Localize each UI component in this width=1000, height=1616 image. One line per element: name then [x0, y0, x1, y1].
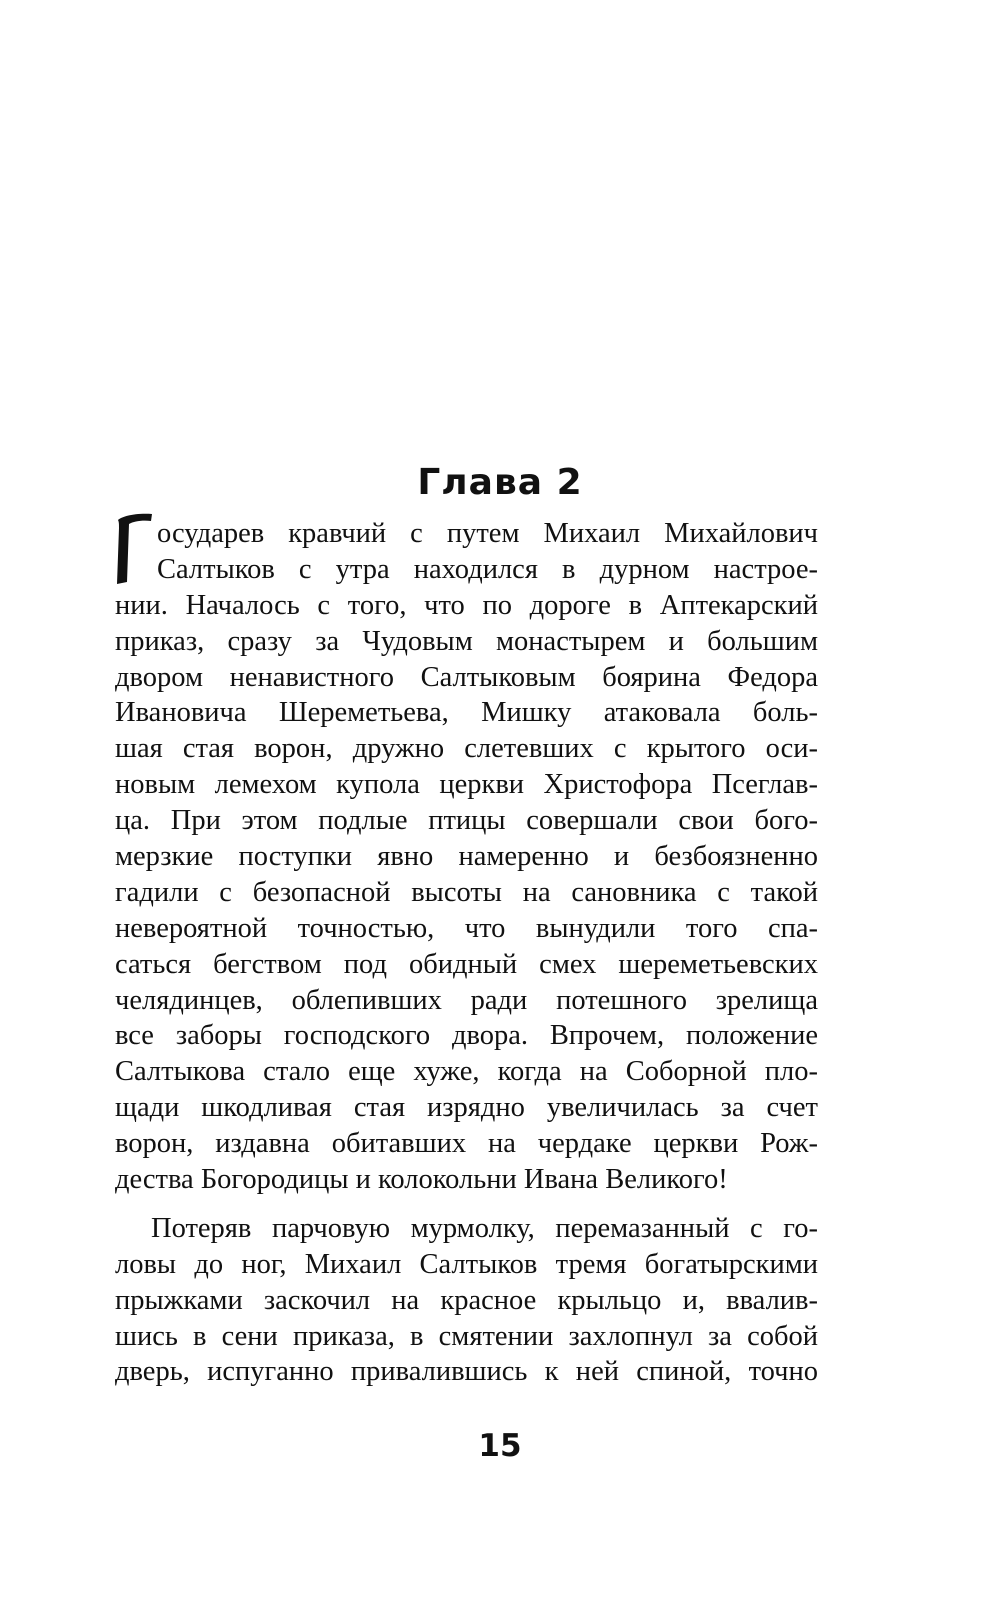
- text-line: шись в сени приказа, в смятении захлопнул за собой: [115, 1320, 818, 1352]
- text-line: челядинцев, облепивших ради потешного зрелища: [115, 984, 818, 1016]
- chapter-title: Глава 2: [417, 462, 583, 503]
- text-line: мерзкие поступки явно намеренно и безбоязненно: [115, 841, 818, 873]
- text-line: щади шкодливая стая изрядно увеличилась за счет: [115, 1092, 818, 1124]
- paragraph-gap: [115, 1198, 818, 1211]
- text-line: Салтыков с утра находился в дурном настрое-: [157, 553, 818, 585]
- text-line: невероятной точностью, что вынудили того спа-: [115, 912, 818, 944]
- page-number: 15: [478, 1428, 522, 1464]
- text-line: Потеряв парчовую мурмолку, перемазанный с го-: [151, 1212, 818, 1244]
- text-line: Салтыкова стало еще хуже, когда на Соборной пло-: [115, 1056, 818, 1088]
- text-line: гадили с безопасной высоты на сановника с такой: [115, 876, 818, 908]
- body-text: [115, 516, 818, 1390]
- text-line: двором ненавистного Салтыковым боярина Федора: [115, 661, 818, 693]
- text-line: ворон, издавна обитавших на чердаке церкви Рож-: [115, 1128, 818, 1160]
- text-line: Ивановича Шереметьева, Мишку атаковала боль-: [115, 697, 818, 729]
- text-line: саться бегством под обидный смех шереметьевских: [115, 948, 818, 980]
- text-line: осударев кравчий с путем Михаил Михайлович: [157, 518, 818, 549]
- text-line: ловы до ног, Михаил Салтыков тремя богатырскими: [115, 1248, 818, 1280]
- text-line: новым лемехом купола церкви Христофора Псеглав-: [115, 769, 818, 801]
- text-line: прыжками заскочил на красное крыльцо и, ввалив-: [115, 1284, 818, 1316]
- text-line: нии. Началось с того, что по дороге в Аптекарский: [115, 589, 818, 621]
- text-line: приказ, сразу за Чудовым монастырем и большим: [115, 625, 818, 657]
- text-line: дверь, испуганно привалившись к ней спиной, точно: [115, 1356, 818, 1388]
- text-line: ца. При этом подлые птицы совершали свои бого-: [115, 805, 818, 837]
- text-line: все заборы господского двора. Впрочем, положение: [115, 1020, 818, 1052]
- text-line: шая стая ворон, дружно слетевших с крытого оси-: [115, 733, 818, 765]
- text-line: дества Богородицы и колокольни Ивана Великого!: [115, 1164, 728, 1196]
